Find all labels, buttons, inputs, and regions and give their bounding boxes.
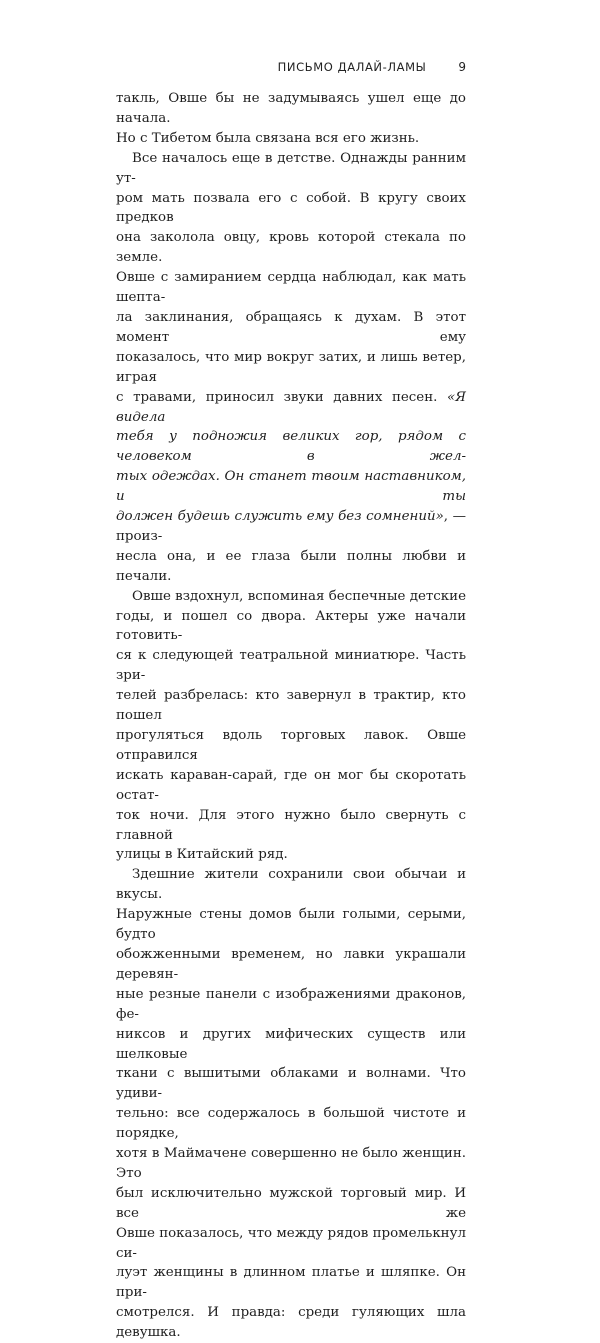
text-line: ткани с вышитыми облаками и волнами. Что удиви- <box>116 1066 466 1102</box>
running-title: ПИСЬМО ДАЛАЙ-ЛАМЫ <box>277 60 427 74</box>
text-line: ные резные панели с изображениями драконов, фе- <box>116 986 466 1022</box>
text-line: ток ночи. Для этого нужно было свернуть с главной <box>116 807 466 843</box>
text-line: годы, и пошел со двора. Актеры уже начали готовить- <box>116 608 466 644</box>
text-line: никсов и других мифических существ или шелковые <box>116 1026 466 1062</box>
text-line <box>116 388 466 428</box>
text-line <box>116 507 466 547</box>
text-line: Здешние жители сохранили свои обычаи и вкусы. <box>116 867 466 903</box>
text-line: обожженными временем, но лавки украшали деревян- <box>116 946 466 982</box>
text-line: ром мать позвала его с собой. В кругу своих предков <box>116 190 466 226</box>
text-line: Овше вздохнул, вспоминая беспечные детские <box>132 588 466 604</box>
text-line: телей разбрелась: кто завернул в трактир, кто пошел <box>116 688 466 724</box>
text-line: Наружные стены домов были голыми, серыми, будто <box>116 907 466 943</box>
text-line: Овше показалось, что между рядов промелькнул си- <box>116 1225 466 1261</box>
text-line: ла заклинания, обращаясь к духам. В этот момент ему <box>116 309 466 345</box>
body-text <box>116 89 466 1343</box>
text-line: был исключительно мужской торговый мир. И все же <box>116 1185 466 1221</box>
text-line: показалось, что мир вокруг затих, и лишь ветер, играя <box>116 349 466 385</box>
text-line: Все началось еще в детстве. Однажды ранним ут- <box>116 150 466 186</box>
text-line <box>116 467 466 507</box>
text-line: тельно: все содержалось в большой чистоте и порядке, <box>116 1106 466 1142</box>
text-line <box>116 427 466 467</box>
text-line: смотрелся. И правда: среди гуляющих шла девушка. <box>116 1305 466 1341</box>
text-line: Овше с замиранием сердца наблюдал, как мать шепта- <box>116 270 466 306</box>
quote-text: должен будешь служить ему без сомнений» <box>116 509 444 525</box>
text-line: луэт женщины в длинном платье и шляпке. Он при- <box>116 1265 466 1301</box>
text-run: , — произ- <box>116 509 466 544</box>
text-run: с травами, приносил звуки давних песен. <box>116 389 438 405</box>
text-line: Но с Тибетом была связана вся его жизнь. <box>116 130 420 146</box>
text-line: такль, Овше бы не задумываясь ушел еще до начала. <box>116 91 466 126</box>
page-number: 9 <box>458 60 466 74</box>
text-line: улицы в Китайский ряд. <box>116 847 288 863</box>
text-line: ся к следующей театральной миниатюре. Часть зри- <box>116 648 466 684</box>
text-line: она заколола овцу, кровь которой стекала по земле. <box>116 230 466 266</box>
running-head <box>116 60 466 74</box>
text-line: несла она, и ее глаза были полны любви и печали. <box>116 548 466 584</box>
quote-text: тых одеждах. Он станет твоим наставником, и ты <box>116 469 466 505</box>
text-line: прогуляться вдоль торговых лавок. Овше отправился <box>116 728 466 763</box>
text-line: хотя в Маймачене совершенно не было женщин. Это <box>116 1146 466 1181</box>
quote-text: «Я видела <box>116 389 466 425</box>
text-line: искать караван-сарай, где он мог бы скоротать остат- <box>116 767 466 803</box>
quote-text: тебя у подножия великих гор, рядом с человеком в жел- <box>116 429 466 465</box>
